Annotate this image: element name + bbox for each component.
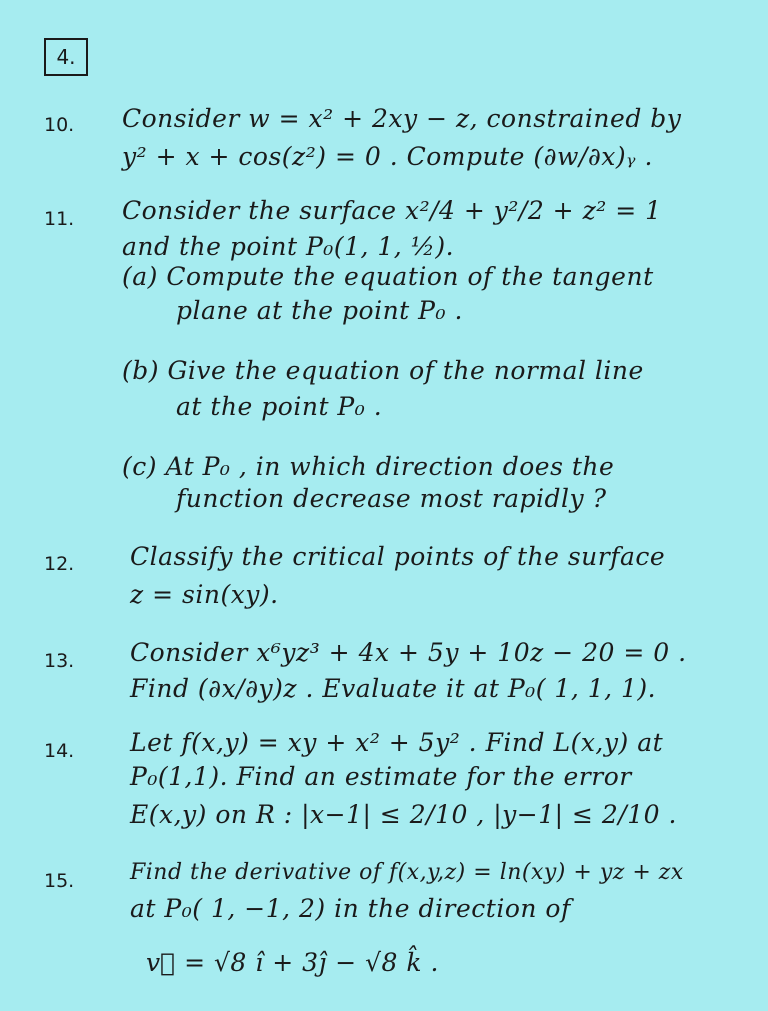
page-number-box: 4. — [44, 38, 88, 76]
problem-text-line: Consider the surface x²/4 + y²/2 + z² = 1 — [122, 196, 662, 225]
problem-number: 13. — [44, 650, 75, 672]
problem-text-line: Let f(x,y) = xy + x² + 5y² . Find L(x,y) at — [130, 728, 664, 757]
problem-number: 14. — [44, 740, 75, 762]
problem-text-line: (a) Compute the equation of the tangent — [122, 262, 654, 291]
problem-number: 15. — [44, 870, 75, 892]
problem-number: 11. — [44, 208, 75, 230]
problem-text-line: v⃗ = √8 î + 3ĵ − √8 k̂ . — [146, 948, 439, 977]
problem-text-line: (c) At P₀ , in which direction does the — [122, 452, 615, 481]
problem-text-line: (b) Give the equation of the normal line — [122, 356, 644, 385]
problem-text-line: Find the derivative of f(x,y,z) = ln(xy) + yz + zx — [130, 860, 684, 885]
problem-number: 10. — [44, 114, 75, 136]
problem-text-line: P₀(1,1). Find an estimate for the error — [130, 762, 632, 791]
problem-text-line: plane at the point P₀ . — [176, 296, 463, 325]
problem-text-line: function decrease most rapidly ? — [176, 484, 607, 513]
problem-text-line: Consider x⁶yz³ + 4x + 5y + 10z − 20 = 0 . — [130, 638, 687, 667]
problem-text-line: at P₀( 1, −1, 2) in the direction of — [130, 894, 571, 923]
problem-text-line: E(x,y) on R : |x−1| ≤ 2/10 , |y−1| ≤ 2/10 . — [130, 800, 677, 829]
problem-text-line: Consider w = x² + 2xy − z, constrained by — [122, 104, 682, 133]
problem-text-line: Find (∂x/∂y)z . Evaluate it at P₀( 1, 1, 1). — [130, 674, 657, 703]
problem-number: 12. — [44, 553, 75, 575]
problem-text-line: at the point P₀ . — [176, 392, 383, 421]
problem-text-line: z = sin(xy). — [130, 580, 279, 609]
problem-text-line: Classify the critical points of the surface — [130, 542, 666, 571]
problem-text-line: y² + x + cos(z²) = 0 . Compute (∂w/∂x)ᵧ . — [122, 142, 653, 171]
problem-text-line: and the point P₀(1, 1, ½). — [122, 232, 455, 261]
